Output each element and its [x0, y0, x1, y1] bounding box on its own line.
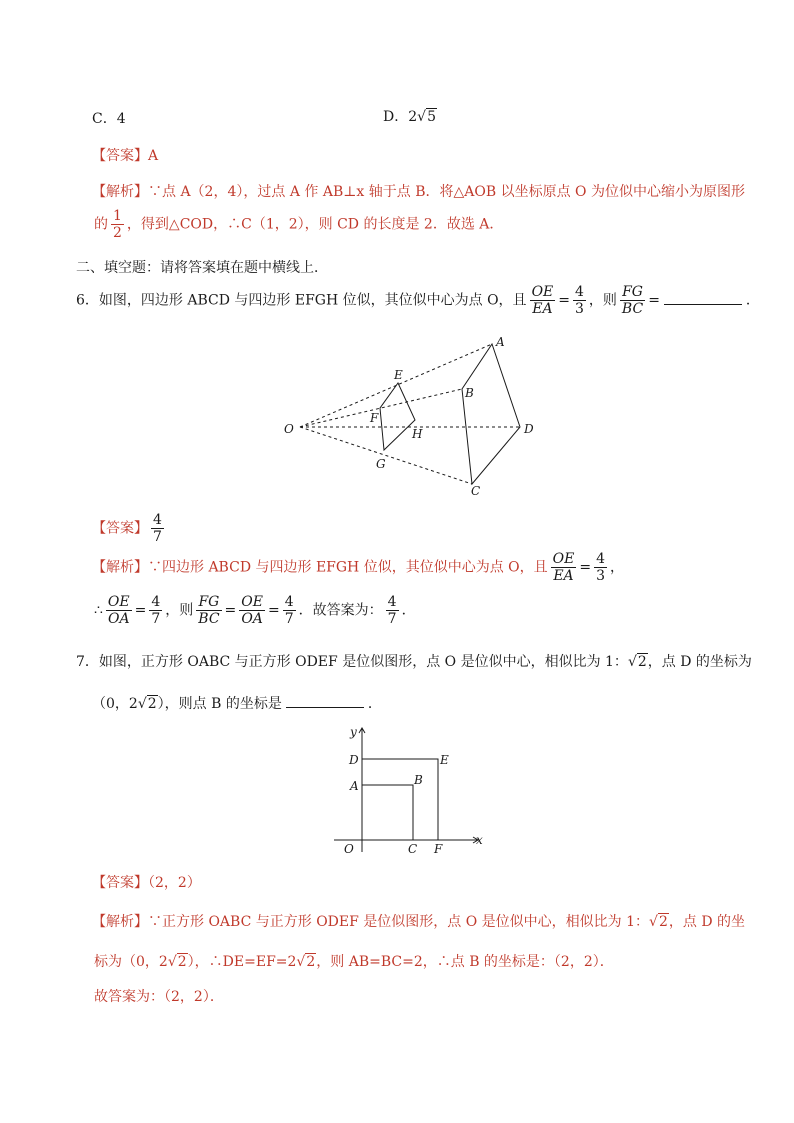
- label-b: B: [414, 773, 423, 787]
- fraction-fg-bc: $\frac{FG}{BC}$: [621, 284, 644, 318]
- fraction-half: $\frac{1}{2}$: [113, 208, 122, 242]
- q6-answer: [92, 512, 167, 545]
- q7-stem-line2: （0，2√2），则点 B 的坐标是 ．: [92, 693, 382, 713]
- quad-abcd: [462, 344, 520, 484]
- label-y: y: [350, 725, 357, 739]
- label-d: D: [349, 753, 359, 767]
- q6-analysis-line1: 【解析】∵四边形 ABCD 与四边形 EFGH 位似，其位似中心为点 O，且 $\frac{OE}{EA}$ = $\frac{4}{3}$ ，: [92, 551, 625, 585]
- q7-analysis-line3: 故答案为：（2，2）．: [94, 989, 224, 1005]
- option-d-coef: 2: [408, 109, 418, 125]
- answer-label: 【答案】: [92, 875, 148, 891]
- answer-value: （2，2）: [148, 875, 201, 891]
- label-e: E: [440, 753, 449, 767]
- answer-value: A: [148, 148, 159, 164]
- answer-fraction: $\frac{4}{7}$: [153, 512, 162, 546]
- option-c-label: C．: [92, 111, 117, 127]
- label-e: E: [394, 368, 403, 382]
- analysis-label: 【解析】: [92, 559, 148, 576]
- square-oabc: [362, 785, 413, 840]
- option-d-label: D．: [383, 109, 409, 125]
- q6-analysis-line2: ∴ $\frac{OE}{OA}$ = $\frac{4}{7}$ ，则 $\frac{FG}{BC}$ = $\frac{OE}{OA}$ = $\frac{4}{7}$ ．故答案为： $\frac{4}{7}$ ．: [94, 594, 416, 628]
- answer-label: 【答案】: [92, 148, 148, 164]
- q5-analysis-line2: 的 $\frac{1}{2}$ ，得到△COD，∴C（1，2），则 CD 的长度是 2．故选 A．: [94, 208, 504, 242]
- label-g: G: [376, 457, 386, 471]
- label-b: B: [465, 386, 474, 400]
- label-o: O: [344, 842, 354, 856]
- answer-label: 【答案】: [92, 520, 148, 537]
- label-f: F: [370, 411, 379, 425]
- q7-figure: [330, 722, 500, 858]
- label-o: O: [284, 422, 294, 436]
- option-c-value: 4: [116, 111, 126, 127]
- label-x: x: [476, 833, 483, 847]
- fraction-4-3: $\frac{4}{3}$: [575, 284, 584, 318]
- square-odef: [362, 759, 438, 840]
- q7-stem-line1: 7．如图，正方形 OABC 与正方形 ODEF 是位似图形，点 O 是位似中心，相似比为 1：√2，点 D 的坐标为: [76, 654, 752, 670]
- answer-blank[interactable]: [664, 290, 742, 305]
- analysis-label: 【解析】: [92, 184, 148, 200]
- label-a: A: [496, 335, 505, 349]
- section-heading: 二、填空题：请将答案填在题中横线上．: [76, 260, 328, 276]
- answer-blank[interactable]: [286, 693, 364, 708]
- q6-stem: 6．如图，四边形 ABCD 与四边形 EFGH 位似，其位似中心为点 O，且 $\frac{OE}{EA}$ = $\frac{4}{3}$ ，则 $\frac{FG}{BC}$ = ．: [76, 284, 760, 318]
- q5-analysis-line1: 【解析】∵点 A（2，4），过点 A 作 AB⊥x 轴于点 B．将△AOB 以坐标原点 O 为位似中心缩小为原图形: [92, 184, 745, 200]
- label-c: C: [471, 484, 481, 498]
- label-c: C: [408, 842, 418, 856]
- q7-analysis-line2: 标为（0，2√2），∴DE=EF=2√2，则 AB=BC=2，∴点 B 的坐标是：（2，2）．: [94, 954, 614, 970]
- label-h: H: [412, 427, 423, 441]
- sqrt-symbol: √5: [417, 109, 436, 125]
- q7-answer: [92, 872, 201, 892]
- fraction-oe-ea: $\frac{OE}{EA}$: [531, 284, 554, 318]
- label-d: D: [524, 422, 534, 436]
- q6-figure: [270, 330, 550, 500]
- quad-efgh: [380, 383, 415, 450]
- option-c: [92, 108, 126, 128]
- dashed-oc: [300, 427, 472, 484]
- label-f: F: [434, 842, 443, 856]
- q5-answer: [92, 145, 158, 165]
- q7-analysis-line1: 【解析】∵正方形 OABC 与正方形 ODEF 是位似图形，点 O 是位似中心，相似比为 1：√2，点 D 的坐: [92, 914, 745, 930]
- label-a: A: [350, 779, 359, 793]
- analysis-label: 【解析】: [92, 914, 148, 930]
- option-d: [383, 106, 437, 126]
